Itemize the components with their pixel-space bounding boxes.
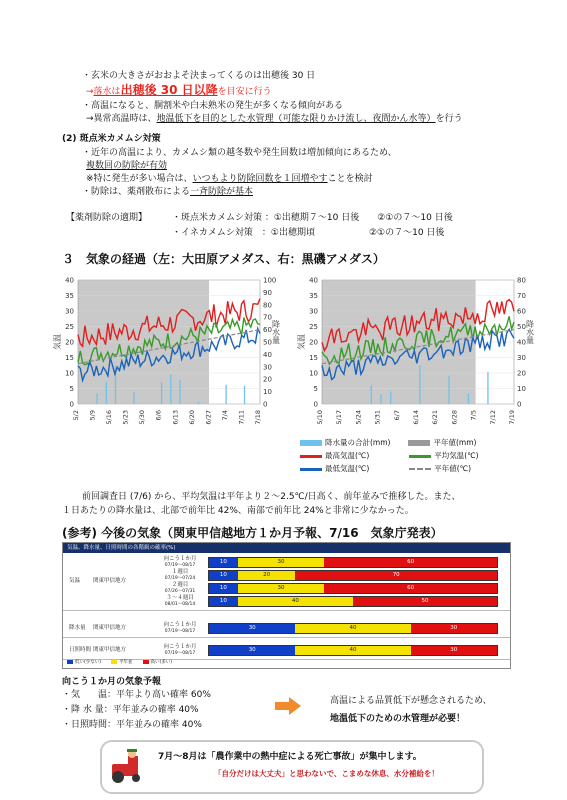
x-tick-label: 7/11 <box>237 410 246 425</box>
x-tick-label: 6/21 <box>431 410 440 425</box>
s2-l3-tail: ことを検討 <box>327 174 373 184</box>
y-tick-label: 0 <box>69 400 74 409</box>
bar-segment-normal: 40 <box>295 624 410 633</box>
y-tick-label: 35 <box>309 292 318 300</box>
bar-segment-high: 30 <box>411 624 497 633</box>
y2-tick-label: 30 <box>263 363 272 372</box>
forecast-legend-low: 低い(少ない) <box>67 659 101 665</box>
precip-bar <box>96 393 97 404</box>
x-tick-label: 7/19 <box>508 410 516 425</box>
probability-bar <box>208 557 498 568</box>
precip-bar <box>487 372 488 404</box>
y-tick-label: 15 <box>309 354 318 362</box>
bullet-high-temp: ・高温になると、胴割米や白未熟米の発生が多くなる傾向がある <box>82 101 344 111</box>
y-tick-label: 30 <box>309 307 318 316</box>
forecast-legend <box>67 659 172 665</box>
s2-l3-pre: ※特に発生が多い場合は、 <box>86 174 193 184</box>
x-tick-label: 7/5 <box>469 410 478 421</box>
x-tick-label: 6/13 <box>171 410 180 425</box>
y2-tick-label: 90 <box>263 288 272 297</box>
period-dates: 07/19～07/24 <box>164 576 196 581</box>
bullet-grain-size: ・玄米の大きさがおおよそ決まってくるのは出穂後 30 日 <box>82 71 316 81</box>
bar-segment-normal: 20 <box>238 571 296 580</box>
legend-tmean: 平均気温(℃) <box>409 450 478 461</box>
probability-bar <box>208 623 498 634</box>
y-tick-label: 30 <box>65 307 74 316</box>
y-tick-label: 10 <box>65 369 74 378</box>
x-tick-label: 7/12 <box>488 410 497 425</box>
y2-tick-label: 70 <box>517 292 526 300</box>
probability-bar <box>208 596 498 607</box>
y-tick-label: 20 <box>309 338 318 347</box>
period-label: 向こう１か月 <box>163 622 197 628</box>
period-label: １週目 <box>171 569 189 575</box>
summary-line2: １日あたりの降水量は、北部で前年比 42%、南部で前年比 24%と非常に少なかった。 <box>62 506 414 516</box>
wm-underline: 地温低下を目的とした水管理（可能な限りかけ流し、夜間かん水等） <box>156 114 436 124</box>
bar-segment-normal: 40 <box>238 597 353 606</box>
x-tick-label: 6/20 <box>187 410 196 425</box>
y-tick-label: 25 <box>309 323 318 331</box>
bar-segment-low: 30 <box>209 646 295 655</box>
y2-tick-label: 0 <box>517 400 522 409</box>
s2-l4-pre: ・防除は、薬剤散布による <box>82 187 191 197</box>
y-tick-label: 40 <box>309 276 318 285</box>
bar-segment-high: 30 <box>411 646 497 655</box>
probability-bar <box>208 583 498 594</box>
precip-bar <box>390 392 391 404</box>
s2-l4-ul: 一斉防除が基本 <box>190 187 254 197</box>
drainage-timing: 出穂後 30 日以降 <box>120 83 218 97</box>
x-tick-label: 5/31 <box>373 410 382 425</box>
s2-l3-ul: いつもより防除回数を１回増やす <box>192 174 328 184</box>
bar-segment-low: 10 <box>209 558 238 567</box>
x-tick-label: 6/6 <box>154 410 163 421</box>
y2-tick-label: 0 <box>263 400 268 409</box>
y2-tick-label: 80 <box>517 276 526 285</box>
legend-precip-normal: 平年値(mm) <box>408 437 476 448</box>
s2-line3 <box>86 173 373 185</box>
bar-segment-low: 10 <box>209 571 238 580</box>
forecast-text-title: 向こう１か月の気象予報 <box>62 677 162 687</box>
y-tick-label: 35 <box>65 292 74 300</box>
drainage-tail: を目安に行う <box>217 87 272 97</box>
y2-tick-label: 60 <box>517 307 526 316</box>
legend-tmin: 最低気温(℃) <box>300 463 369 474</box>
precip-bar <box>133 392 134 404</box>
precip-bar <box>380 394 381 404</box>
precip-bar <box>198 402 199 404</box>
y-tick-label: 25 <box>65 323 74 331</box>
x-tick-label: 5/30 <box>138 410 147 425</box>
chart-legend <box>300 437 479 474</box>
arrow: → <box>86 87 94 97</box>
precip-bar <box>225 385 226 404</box>
y-tick-label: 0 <box>313 400 318 409</box>
y-tick-label: 15 <box>65 354 74 362</box>
bar-segment-low: 10 <box>209 584 238 593</box>
x-tick-label: 6/28 <box>450 410 459 425</box>
group-name: 降水量 <box>69 624 86 631</box>
reference-title: (参考) 今後の気象（関東甲信越地方１か月予報、7/16 気象庁発表） <box>62 526 443 540</box>
forecast-legend-high: 高い(多い) <box>143 659 173 665</box>
y2-tick-label: 40 <box>263 350 272 359</box>
chart-kuroiso <box>296 272 536 434</box>
x-tick-label: 6/27 <box>204 410 213 425</box>
heatstroke-banner <box>100 740 484 794</box>
chart-kuroiso-svg <box>296 272 536 434</box>
x-tick-label: 5/2 <box>72 410 80 421</box>
legend-tmax: 最高気温(℃) <box>300 450 369 461</box>
y2-tick-label: 50 <box>263 338 272 347</box>
period-dates: 08/01～08/14 <box>164 602 196 607</box>
forecast-note2: 地温低下のための水管理が必要！ <box>330 714 466 724</box>
tractor-farmer-icon <box>108 748 150 784</box>
y-axis-label: 気温 <box>53 334 62 350</box>
x-tick-label: 5/17 <box>335 410 344 425</box>
section2-title: (2) 斑点米カメムシ対策 <box>62 134 161 144</box>
precip-bar <box>106 382 107 404</box>
y-tick-label: 10 <box>309 369 318 378</box>
y2-tick-label: 20 <box>517 369 526 378</box>
y2-tick-label: 10 <box>517 385 526 393</box>
bullet-drainage <box>86 84 272 98</box>
y2-axis-label: 降水量 <box>271 320 281 344</box>
y2-tick-label: 60 <box>263 326 272 335</box>
period-dates: 07/19～08/17 <box>164 629 196 634</box>
precip-bar <box>179 380 180 404</box>
y2-tick-label: 50 <box>517 323 526 331</box>
timing-stinkbug: ・斑点米カメムシ対策 ：①出穂期７～10 日後 ②①の７～10 日後 <box>172 213 453 223</box>
wm-tail: を行う <box>435 114 463 124</box>
legend-tnormal: 平年値(℃) <box>409 463 471 474</box>
period-dates: 07/19～08/17 <box>164 651 196 656</box>
forecast-sunshine: ・日照時間：平年並みの確率 40% <box>62 720 202 730</box>
banner-line2: 「自分だけは大丈夫」と思わないで、こまめな休息、水分補給を！ <box>214 769 439 778</box>
bar-segment-low: 30 <box>209 624 295 633</box>
wm-pre: →異常高温時は、 <box>86 114 157 124</box>
legend-precip: 降水量の合計(mm) <box>300 437 390 448</box>
x-tick-label: 6/14 <box>412 410 420 425</box>
s2-line4 <box>82 186 253 198</box>
group-area: 関東甲信地方 <box>93 646 127 653</box>
x-tick-label: 5/24 <box>354 410 363 425</box>
bar-segment-high: 60 <box>324 558 497 567</box>
summary-line1: 前回調査日 (7/6) から、平均気温は平年より２～2.5℃/日高く、前年並みで推移した。また、 <box>82 492 461 502</box>
precip-bar <box>468 394 469 404</box>
bar-segment-normal: 40 <box>295 646 410 655</box>
banner-line1: 7月～8月は「農作業中の熱中症による死亡事故」が集中します。 <box>158 752 422 762</box>
drainage-label: 落水は <box>93 87 121 97</box>
bar-segment-high: 60 <box>324 584 497 593</box>
y-tick-label: 5 <box>69 385 74 393</box>
timing-rice-stinkbug: ・イネカメムシ対策 ：①出穂期頃 ②①の７～10 日後 <box>172 228 445 238</box>
group-name: 気温 <box>69 578 81 584</box>
precip-bar <box>448 376 449 404</box>
precip-bar <box>161 382 162 404</box>
forecast-table <box>62 542 511 669</box>
group-divider <box>63 637 510 638</box>
group-name: 日照時間 <box>69 646 92 653</box>
y2-tick-label: 80 <box>263 301 272 310</box>
forecast-table-header: 気温、降水量、日照時間の各階級の確率(%) <box>63 543 510 553</box>
period-dates: 07/26～07/31 <box>164 589 196 594</box>
forecast-temp: ・気 温：平年より高い確率 60% <box>62 690 211 700</box>
x-tick-label: 5/10 <box>316 410 324 425</box>
chart-otawara-svg <box>52 272 282 434</box>
precip-bar <box>170 375 171 404</box>
y-axis-label: 気温 <box>297 334 306 350</box>
y-tick-label: 40 <box>65 276 74 285</box>
bar-segment-high: 50 <box>353 597 497 606</box>
x-tick-label: 7/4 <box>220 410 229 421</box>
precip-bar <box>419 365 420 404</box>
probability-bar <box>208 645 498 656</box>
bar-segment-low: 10 <box>209 597 238 606</box>
y2-tick-label: 100 <box>263 276 277 285</box>
x-tick-label: 7/18 <box>254 410 262 425</box>
group-area: 関東甲信地方 <box>93 578 127 584</box>
group-divider <box>63 610 510 611</box>
y-tick-label: 20 <box>65 338 74 347</box>
y2-axis-label: 降水量 <box>525 320 535 344</box>
y2-tick-label: 10 <box>263 388 272 397</box>
forecast-precip: ・降 水 量：平年並みの確率 40% <box>62 705 199 715</box>
section3-title: ３ 気象の経過（左：大田原アメダス、右：黒磯アメダス） <box>62 252 385 266</box>
y-tick-label: 5 <box>313 385 318 393</box>
s2-line1: ・近年の高温により、カメムシ類の越冬数や発生回数は増加傾向にあるため、 <box>82 148 397 158</box>
x-tick-label: 6/7 <box>392 410 401 421</box>
probability-bar <box>208 570 498 581</box>
bullet-water-management <box>86 113 463 125</box>
x-tick-label: 5/23 <box>121 410 130 425</box>
bar-segment-high: 70 <box>295 571 497 580</box>
y2-tick-label: 70 <box>263 313 272 322</box>
period-label: ２週目 <box>171 582 189 588</box>
chart-otawara <box>52 272 282 434</box>
x-tick-label: 5/9 <box>88 410 97 421</box>
precip-bar <box>371 385 372 404</box>
s2-line2: 複数回の防除が有効 <box>86 161 168 171</box>
forecast-note1: 高温による品質低下が懸念されるため、 <box>330 696 492 706</box>
group-area: 関東甲信地方 <box>93 624 127 631</box>
y2-tick-label: 40 <box>517 338 526 347</box>
period-label: 向こう１か月 <box>163 644 197 650</box>
x-tick-label: 5/16 <box>105 410 114 425</box>
bar-segment-normal: 30 <box>238 584 324 593</box>
forecast-legend-normal: 平年並 <box>111 659 133 665</box>
arrow-right-icon <box>275 697 301 715</box>
timing-label: 【薬剤防除の適期】 <box>66 213 148 223</box>
precip-bar <box>244 386 245 404</box>
y2-tick-label: 30 <box>517 354 526 362</box>
period-label: ３～４週目 <box>166 595 194 601</box>
period-dates: 07/19～08/17 <box>164 563 196 568</box>
y2-tick-label: 20 <box>263 375 272 384</box>
bar-segment-normal: 30 <box>238 558 324 567</box>
period-label: 向こう１か月 <box>163 556 197 562</box>
